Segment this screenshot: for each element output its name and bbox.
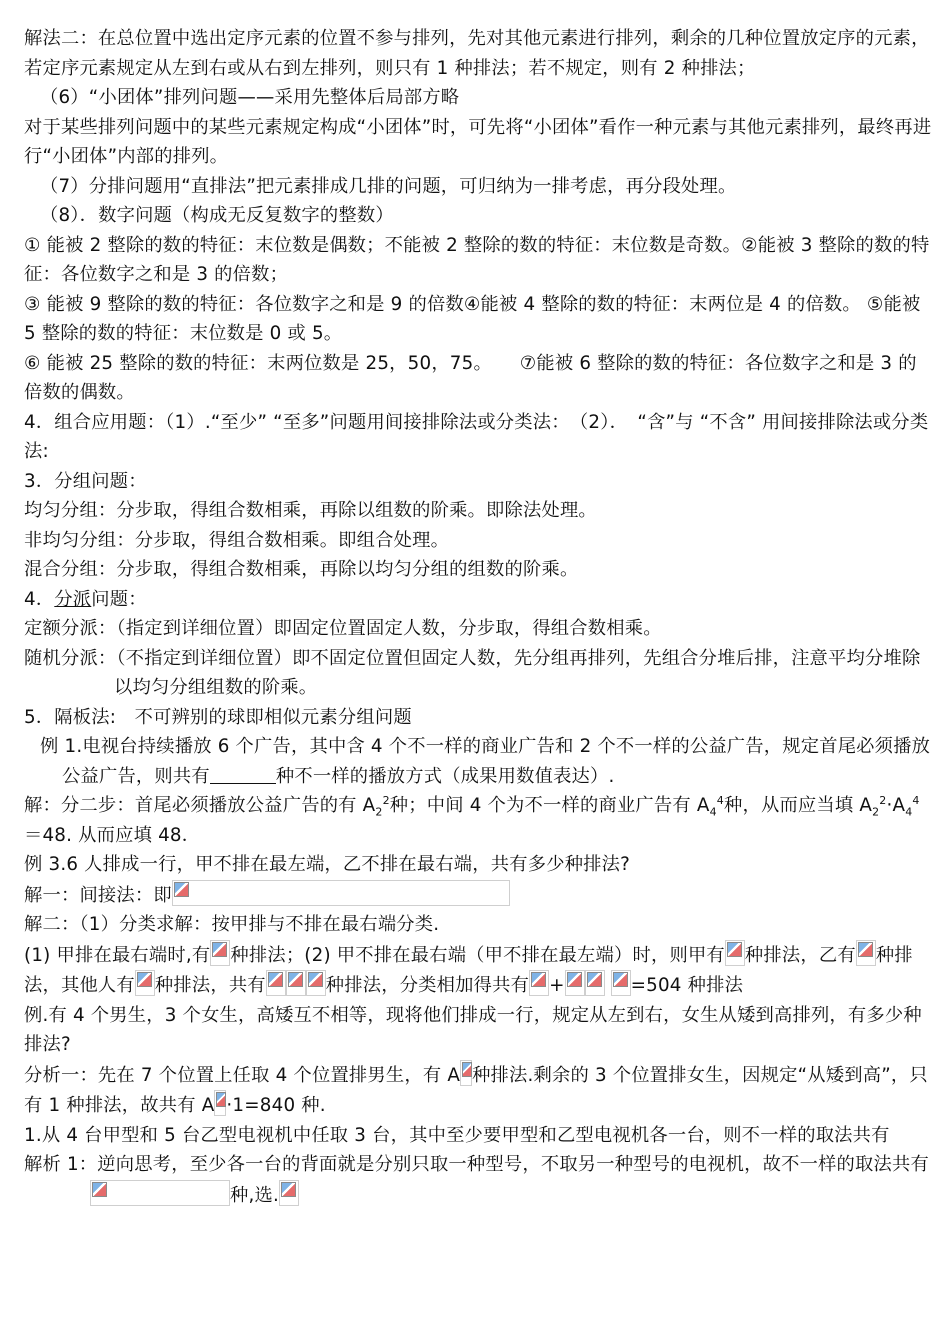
broken-image-icon (460, 1060, 472, 1086)
broken-image-icon (172, 880, 510, 906)
broken-image-icon (210, 940, 230, 966)
broken-image-icon (725, 940, 745, 966)
example-3-cases: (1) 甲排在最右端时,有 种排法；(2) 甲不排在最右端（甲不排在最左端）时，则甲有 种排法，乙有 种排法，其他人有 种排法，共有 种排法，分类相加得共有 + =504 种排法 (24, 940, 934, 1001)
example-3-solution-two: 解二：（1）分类求解：按甲排与不排在最右端分类. (24, 914, 440, 935)
broken-image-icon (306, 970, 326, 996)
broken-image-icon (585, 970, 605, 996)
heading-grouping: 3．分组问题： (24, 470, 147, 492)
heading-distribution: 4．分派问题： (24, 588, 147, 610)
broken-image-icon (266, 970, 286, 996)
broken-image-icon (214, 1090, 226, 1116)
example-3-question: 例 3.6 人排成一行，甲不排在最左端，乙不排在最右端，共有多少种排法? (24, 854, 631, 875)
broken-image-icon (856, 940, 876, 966)
example-1-question: 例 1.电视台持续播放 6 个广告，其中含 4 个不一样的商业广告和 2 个不一样的公益广告，规定首尾必须播放公益广告，则共有 种不一样的播放方式（成果用数值表达）. (40, 736, 931, 787)
paragraph-combination-problems: 4．组合应用题：（1）.“至少” “至多”问题用间接排除法或分类法： （2）． “含”与 “不含” 用间接排除法或分类法: (24, 411, 929, 462)
exercise-1-question: 1.从 4 台甲型和 5 台乙型电视机中任取 3 台，其中至少要甲型和乙型电视机各一台，则不一样的取法共有 (24, 1124, 890, 1146)
paragraph-method-two: 解法二：在总位置中选出定序元素的位置不参与排列，先对其他元素进行排列，剩余的几种位置放定序的元素，若定序元素规定从左到右或从右到左排列，则只有 1 种排法；若不规定，则有 2 种排法； (24, 28, 930, 79)
broken-image-icon (611, 970, 631, 996)
paragraph-mixed-grouping: 混合分组：分步取，得组合数相乘，再除以均匀分组的组数的阶乘。 (24, 559, 579, 580)
answer-blank (210, 765, 276, 784)
broken-image-icon (565, 970, 585, 996)
paragraph-divisible-2-3: ① 能被 2 整除的数的特征：末位数是偶数；不能被 2 整除的数的特征：末位数是奇数。②能被 3 整除的数的特征：各位数字之和是 3 的倍数； (24, 234, 930, 285)
example-height-question: 例.有 4 个男生，3 个女生，高矮互不相等，现将他们排成一行，规定从左到右，女生从矮到高排列，有多少种排法? (24, 1004, 922, 1055)
paragraph-multi-row: （7）分排问题用“直排法”把元素排成几排的问题，可归纳为一排考虑，再分段处理。 (40, 175, 737, 197)
paragraph-uneven-grouping: 非均匀分组：分步取，得组合数相乘。即组合处理。 (24, 529, 450, 551)
paragraph-random-distribution: 随机分派：（不指定到详细位置）即不固定位置但固定人数，先分组再排列，先组合分堆后排，注意平均分堆除以均匀分组组数的阶乘。 (24, 647, 921, 698)
underlined-term: 分派 (54, 588, 92, 610)
broken-image-icon (135, 970, 155, 996)
example-height-analysis: 分析一：先在 7 个位置上任取 4 个位置排男生，有 A 种排法.剩余的 3 个位置排女生，因规定“从矮到高”，只有 1 种排法，故共有 A ·1=840 种. (24, 1060, 934, 1121)
heading-divider-method: 5．隔板法: 不可辨别的球即相似元素分组问题 (24, 706, 412, 728)
example-3-solution-one: 解一：间接法：即 (24, 880, 934, 911)
paragraph-fixed-distribution: 定额分派：（指定到详细位置）即固定位置固定人数，分步取，得组合数相乘。 (24, 618, 662, 639)
broken-image-icon (90, 1180, 230, 1206)
paragraph-divisible-25-6: ⑥ 能被 25 整除的数的特征：末两位数是 25，50，75。 ⑦能被 6 整除的数的特征：各位数字之和是 3 的倍数的偶数。 (24, 352, 917, 403)
paragraph-even-grouping: 均匀分组：分步取，得组合数相乘，再除以组数的阶乘。即除法处理。 (24, 500, 597, 521)
heading-number-problems: （8）．数字问题（构成无反复数字的整数） (40, 205, 394, 226)
paragraph-divisible-9-4-5: ③ 能被 9 整除的数的特征：各位数字之和是 9 的倍数④能被 4 整除的数的特征：末两位是 4 的倍数。 ⑤能被 5 整除的数的特征：末位数是 0 或 5。 (24, 293, 921, 344)
heading-small-group: （6）“小团体”排列问题——采用先整体后局部方略 (40, 87, 460, 108)
broken-image-icon (286, 970, 306, 996)
example-1-solution: 解：分二步：首尾必须播放公益广告的有 $A_2^2$种；中间 4 个为不一样的商业广告有 $A_4^4$种，从而应当填 $A_2^2\cdot A_4^4=48$. 从而应填 48． (24, 793, 920, 846)
exercise-1-analysis: 解析 1：逆向思考，至少各一台的背面就是分别只取一种型号，不取另一种型号的电视机，故不一样的取法共有 种,选. (24, 1154, 929, 1206)
document-body (24, 24, 934, 1210)
broken-image-icon (279, 1180, 299, 1206)
broken-image-icon (529, 970, 549, 996)
paragraph-small-group: 对于某些排列问题中的某些元素规定构成“小团体”时，可先将“小团体”看作一种元素与其他元素排列，最终再进行“小团体”内部的排列。 (24, 116, 932, 167)
